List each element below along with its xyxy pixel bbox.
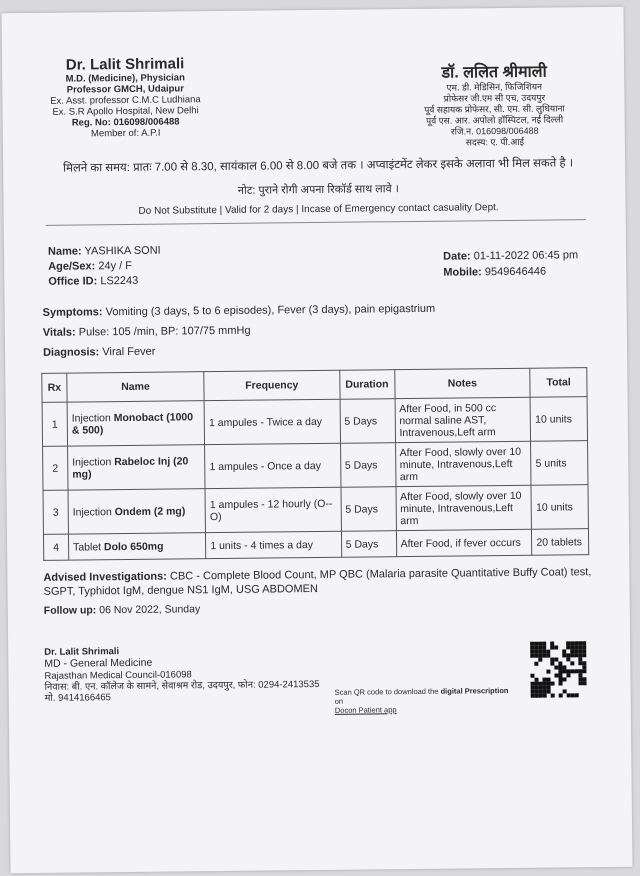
table-row <box>42 397 587 447</box>
table-row <box>43 485 588 535</box>
doctor-experience-2: Ex. S.R Apollo Hospital, New Delhi <box>52 105 199 118</box>
drug-title: Dolo 650mg <box>103 540 164 553</box>
drug-name <box>67 445 205 490</box>
total: 5 units <box>531 441 588 486</box>
notes: After Food, slowly over 10 minute, Intravenous,Left arm <box>395 441 531 486</box>
qr-instruction <box>335 686 515 715</box>
drug-name <box>68 489 206 534</box>
patient-mobile: 9549646446 <box>484 265 547 279</box>
patient-agesex: 24y / F <box>98 259 132 273</box>
duration: 5 Days <box>341 531 396 558</box>
signature-degree: MD - General Medicine <box>44 656 153 670</box>
patient-info <box>48 244 161 290</box>
qr-module <box>551 682 555 686</box>
symptoms-label: Symptoms: <box>42 306 103 319</box>
signature-address: निवास: बी. एन. कॉलेज के सामने, सेवाश्रम रोड, उदयपुर, फोन: 0294-2413535 <box>44 678 320 693</box>
doctor-position: Professor GMCH, Udaipur <box>66 83 184 96</box>
patient-agesex-label: Age/Sex: <box>48 260 96 273</box>
disclaimer: Do Not Substitute | Valid for 2 days | Incase of Emergency contact casuality Dept. <box>138 202 499 217</box>
total: 10 units <box>530 397 587 442</box>
prescription-table <box>41 367 589 561</box>
qr-module <box>583 681 587 685</box>
drug-title: Monobact (1000 & 500) <box>71 410 194 437</box>
col-duration: Duration <box>339 370 394 400</box>
drug-form: Injection <box>72 505 115 519</box>
rx-number: 4 <box>43 534 68 560</box>
duration: 5 Days <box>340 443 395 488</box>
old-patient-note: नोट: पुराने रोगी अपना रिकॉर्ड साथ लावे । <box>237 183 399 197</box>
app-link[interactable]: Docon Patient app <box>334 705 397 715</box>
qr-module <box>551 694 555 698</box>
diagnosis-text: Viral Fever <box>102 345 156 359</box>
qr-module <box>534 662 538 666</box>
total: 10 units <box>531 485 588 530</box>
col-total: Total <box>530 368 587 398</box>
prescription-sheet <box>2 7 633 873</box>
frequency: 1 ampules - Twice a day <box>204 399 340 444</box>
qr-module <box>554 645 558 649</box>
table-row <box>43 529 588 561</box>
rx-number: 2 <box>43 446 68 490</box>
doctor-name: Dr. Lalit Shrimali <box>65 55 185 74</box>
qr-module <box>538 658 542 662</box>
date-label: Date: <box>443 250 471 263</box>
duration: 5 Days <box>341 487 396 532</box>
signature-council: Rajasthan Medical Council-016098 <box>44 669 192 682</box>
duration: 5 Days <box>340 399 395 444</box>
symptoms <box>43 303 436 319</box>
total: 20 tablets <box>532 529 589 556</box>
doctor-experience-1: Ex. Asst. professor C.M.C Ludhiana <box>50 94 201 107</box>
drug-name <box>68 533 206 560</box>
drug-name <box>67 401 205 446</box>
qr-module <box>546 670 550 674</box>
col-rx: Rx <box>42 373 67 402</box>
qr-module <box>570 661 574 665</box>
doctor-qualification-hindi: एम. डी. मेडिसिन, फिजिशियन <box>446 81 543 93</box>
patient-name-label: Name: <box>47 245 82 258</box>
visit-meta <box>443 247 578 280</box>
doctor-header-english <box>40 55 211 140</box>
qr-module <box>559 681 563 685</box>
qr-module <box>543 694 547 698</box>
doctor-experience-2-hindi: पूर्व एस. आर. अपोलो हॉस्पिटल, नई दिल्ली <box>426 114 564 126</box>
doctor-qualification: M.D. (Medicine), Physician <box>65 72 185 85</box>
doctor-name-hindi: डॉ. ललित श्रीमाली <box>441 63 547 82</box>
rx-number: 3 <box>43 490 68 534</box>
drug-form: Injection <box>71 411 114 425</box>
qr-module <box>559 693 563 697</box>
qr-note-suffix: on <box>334 696 344 706</box>
qr-module <box>582 669 586 673</box>
qr-module <box>575 693 579 697</box>
rx-number: 1 <box>42 402 67 446</box>
col-frequency: Frequency <box>204 370 340 400</box>
doctor-membership: Member of: A.P.I <box>90 127 161 140</box>
doctor-registration: Reg. No: 016098/006488 <box>71 116 180 129</box>
qr-module <box>566 673 570 677</box>
patient-name: YASHIKA SONI <box>84 244 161 258</box>
frequency: 1 ampules - Once a day <box>205 443 341 488</box>
doctor-position-hindi: प्रोफेसर जी.एम सी एच, उदयपुर <box>443 92 546 104</box>
signature-name: Dr. Lalit Shrimali <box>44 646 120 658</box>
vitals-text: Pulse: 105 /min, BP: 107/75 mmHg <box>78 324 251 339</box>
drug-title: Rabeloc Inj (20 mg) <box>72 454 189 481</box>
qr-module <box>562 677 566 681</box>
visit-date: 01-11-2022 06:45 pm <box>473 249 579 263</box>
diagnosis <box>43 346 155 359</box>
diagnosis-label: Diagnosis: <box>43 346 100 359</box>
signature-block <box>44 644 320 704</box>
vitals-label: Vitals: <box>42 326 76 339</box>
office-id: LS2243 <box>100 274 139 288</box>
doctor-membership-hindi: सदस्य: ए. पी.आई <box>465 136 525 148</box>
vitals <box>43 325 251 339</box>
frequency: 1 units - 4 times a day <box>206 531 342 558</box>
frequency: 1 ampules - 12 hourly (O--O) <box>205 487 341 532</box>
col-name: Name <box>67 372 205 402</box>
doctor-experience-1-hindi: पूर्व सहायक प्रोफेसर, सी. एम. सी. लुधियाना <box>424 103 565 115</box>
notes: After Food, if fever occurs <box>396 529 532 556</box>
drug-form: Injection <box>72 455 115 469</box>
visiting-hours: मिलने का समय: प्रातः 7.00 से 8.30, सायंकाल 6.00 से 8.00 बजे तक । अप्वाइंटमेंट लेकर इसके अलावा भी मिल सकते है । <box>63 157 574 175</box>
signature-mobile: मो. 9414166465 <box>44 692 112 704</box>
investigations-text: CBC - Complete Blood Count, MP QBC (Malaria parasite Quantitative Buffy Coat) test, SGPT, Typhidot IgM, dengue NS1 IgM, USG ABDOMEN <box>43 566 592 598</box>
follow-up <box>44 603 201 617</box>
qr-note-prefix: Scan QR code to download the <box>334 686 441 697</box>
doctor-registration-hindi: रजि.न. 016098/006488 <box>450 125 539 137</box>
mobile-label: Mobile: <box>443 266 482 279</box>
qr-note-bold: digital Prescription <box>440 686 509 696</box>
table-row <box>43 441 588 491</box>
col-notes: Notes <box>394 368 530 398</box>
notes: After Food, in 500 cc normal saline AST, Intravenous,Left arm <box>395 397 531 442</box>
doctor-header-hindi <box>404 59 585 149</box>
symptoms-text: Vomiting (3 days, 5 to 6 episodes), Fever (3 days), pain epigastrium <box>105 302 436 319</box>
notes: After Food, slowly over 10 minute, Intravenous,Left arm <box>395 485 531 530</box>
header-divider <box>46 219 586 226</box>
follow-up-label: Follow up: <box>43 604 97 617</box>
drug-title: Ondem (2 mg) <box>114 504 186 518</box>
follow-up-date: 06 Nov 2022, Sunday <box>99 603 201 617</box>
office-id-label: Office ID: <box>48 275 98 288</box>
qr-code[interactable] <box>530 641 587 698</box>
qr-module <box>582 653 586 657</box>
advised-investigations <box>43 565 603 599</box>
investigations-label: Advised Investigations: <box>43 570 167 584</box>
drug-form: Tablet <box>72 540 105 554</box>
